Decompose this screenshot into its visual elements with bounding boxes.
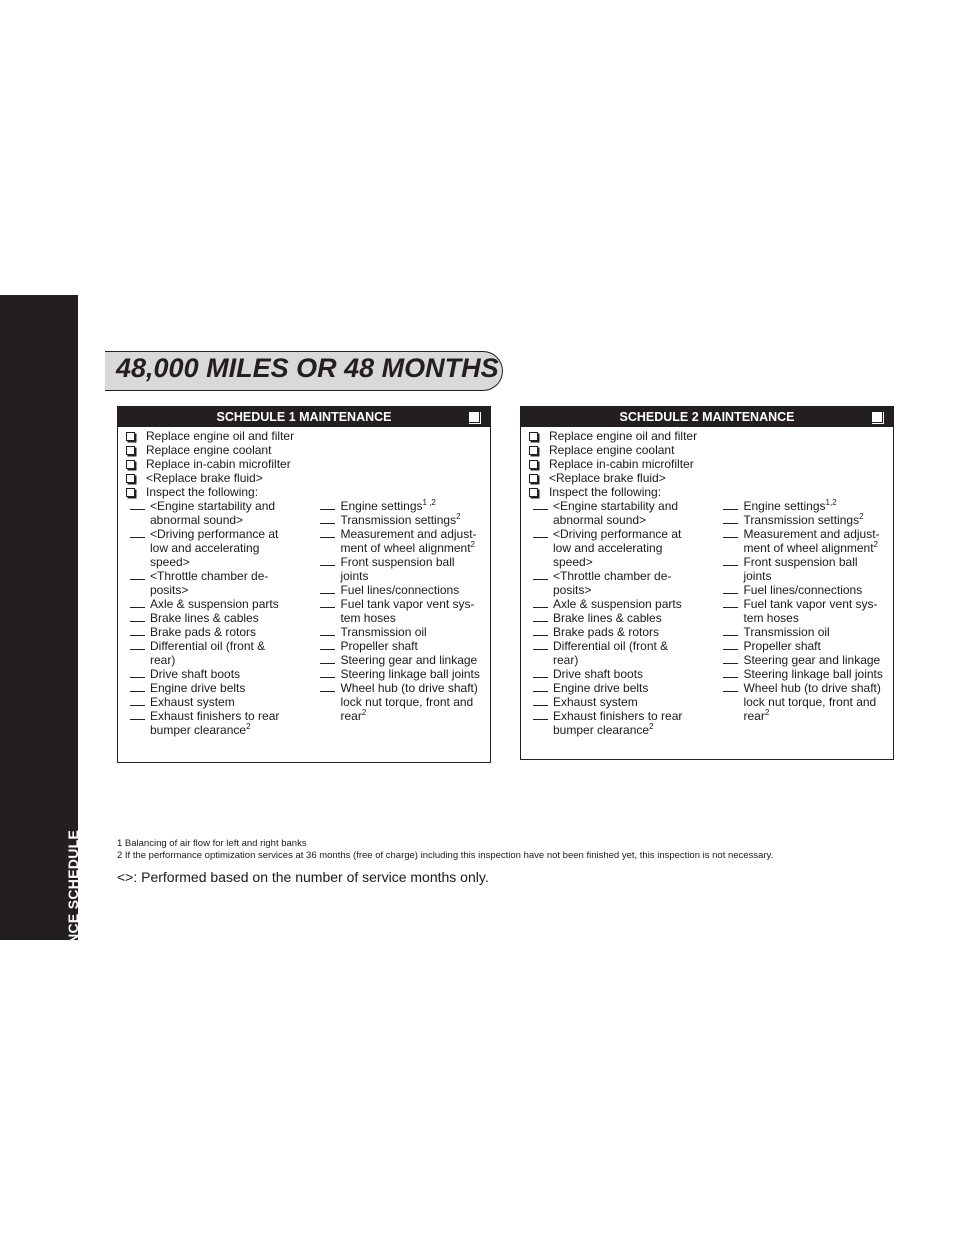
inspection-item-text: <Driving performance at low and accelerating speed>: [150, 527, 279, 569]
checklist-item-label: Inspect the following:: [549, 485, 662, 499]
inspection-right-column: [320, 499, 490, 737]
inspection-item-label: [743, 527, 879, 555]
checklist-item-label: <Replace brake fluid>: [146, 471, 263, 485]
checklist-item-label: Replace engine coolant: [549, 443, 675, 457]
inspection-item: [130, 527, 320, 569]
inspection-item-text: Front suspension ball joints: [340, 555, 455, 583]
header-checkbox[interactable]: [468, 411, 480, 423]
inspection-item: [723, 555, 893, 583]
footnote-ref: 2: [246, 722, 251, 731]
schedule-2-box: [520, 406, 894, 760]
inspection-item-text: Brake pads & rotors: [553, 625, 660, 639]
inspection-left-column: [130, 499, 320, 737]
inspection-item: [723, 681, 893, 723]
inspection-item-label: [743, 653, 880, 667]
check-blank[interactable]: [320, 625, 335, 636]
check-blank[interactable]: [723, 527, 738, 538]
footnote-ref: 2: [470, 540, 475, 549]
inspection-item-label: [150, 597, 279, 611]
inspection-item-label: [743, 583, 862, 597]
inspection-item-text: Exhaust finishers to rear bumper clearance: [150, 709, 280, 737]
check-blank[interactable]: [533, 639, 548, 650]
inspection-item: [723, 653, 893, 667]
inspection-item-text: Axle & suspension parts: [150, 597, 279, 611]
inspection-item: [723, 499, 893, 513]
check-blank[interactable]: [130, 667, 145, 678]
inspection-item-text: Front suspension ball joints: [743, 555, 858, 583]
footnote-ref: 2: [361, 708, 367, 717]
inspection-item-label: [340, 653, 477, 667]
inspection-item: [723, 527, 893, 555]
inspection-item-label: [743, 555, 857, 583]
checklist-item: [529, 457, 893, 471]
checklist-item: [126, 471, 490, 485]
inspection-item: [130, 625, 320, 639]
inspection-item-label: [340, 499, 435, 513]
inspection-item-label: [150, 527, 278, 569]
inspection-item-label: [150, 695, 235, 709]
inspection-item: [320, 513, 490, 527]
check-blank[interactable]: [723, 667, 738, 678]
inspection-item-text: Steering gear and linkage: [340, 653, 478, 667]
schedule-1-box: [117, 406, 491, 763]
page-title: 48,000 MILES OR 48 MONTHS: [116, 353, 499, 383]
inspection-item-label: [150, 611, 259, 625]
check-blank[interactable]: [130, 611, 145, 622]
inspection-item-label: [340, 527, 476, 555]
checklist-item-label: Replace in-cabin microfilter: [549, 457, 694, 471]
inspection-item: [320, 583, 490, 597]
inspection-item-text: Brake lines & cables: [553, 611, 662, 625]
inspection-item-label: [150, 709, 279, 737]
inspection-item: [533, 527, 723, 569]
inspection-item: [723, 513, 893, 527]
check-blank[interactable]: [723, 597, 738, 608]
inspection-item: [320, 499, 490, 513]
check-blank[interactable]: [533, 569, 548, 580]
checklist-item-label: Replace in-cabin microfilter: [146, 457, 291, 471]
inspection-item-label: [150, 667, 240, 681]
check-blank[interactable]: [320, 597, 335, 608]
checklist-item-label: Replace engine coolant: [146, 443, 272, 457]
inspection-item-text: Brake lines & cables: [150, 611, 259, 625]
inspection-item-label: [340, 625, 426, 639]
check-blank[interactable]: [533, 597, 548, 608]
footnote-ref: 1 ,2: [422, 498, 436, 507]
inspection-item-label: [553, 625, 659, 639]
inspection-left-column: [533, 499, 723, 737]
inspection-item: [533, 667, 723, 681]
inspection-item-text: Exhaust system: [150, 695, 235, 709]
inspection-item-text: Measurement and adjust- ment of wheel alignment: [743, 527, 880, 555]
inspection-item-text: Propeller shaft: [340, 639, 418, 653]
check-blank[interactable]: [320, 555, 335, 566]
inspection-item-label: [553, 499, 678, 527]
inspection-item-text: Fuel lines/connections: [743, 583, 863, 597]
section-label: MAINTENANCE SCHEDULE: [65, 829, 81, 1021]
inspection-item-text: Wheel hub (to drive shaft) lock nut torque, front and rear: [743, 681, 881, 723]
inspection-item-label: [340, 639, 417, 653]
inspection-item-label: [340, 667, 479, 681]
top-items: [118, 427, 490, 499]
checklist-item: [529, 485, 893, 499]
inspection-item-label: [150, 569, 268, 597]
check-blank[interactable]: [723, 583, 738, 594]
inspection-item-label: [553, 611, 662, 625]
inspection-right-column: [723, 499, 893, 737]
inspection-item-label: [553, 597, 682, 611]
inspection-item: [130, 499, 320, 527]
inspection-item: [130, 709, 320, 737]
inspection-item-text: Axle & suspension parts: [553, 597, 682, 611]
inspection-item-text: <Throttle chamber de- posits>: [150, 569, 269, 597]
schedule-header-label: SCHEDULE 1 MAINTENANCE: [216, 410, 392, 424]
checkbox-icon[interactable]: [126, 474, 135, 483]
inspection-item: [320, 681, 490, 723]
inspection-item: [130, 639, 320, 667]
inspection-item-label: [340, 513, 460, 527]
inspection-item-label: [743, 499, 836, 513]
check-blank[interactable]: [320, 499, 335, 510]
inspection-item-label: [553, 639, 668, 667]
inspection-item-label: [553, 667, 643, 681]
inspection-item-text: Steering linkage ball joints: [340, 667, 480, 681]
inspection-item: [723, 597, 893, 625]
check-blank[interactable]: [533, 611, 548, 622]
footnote-2: 2 If the performance optimization services at 36 months (free of charge) including this inspection have not been finished yet, this inspection is not necessary.: [117, 850, 774, 861]
check-blank[interactable]: [320, 583, 335, 594]
side-tab: [0, 295, 81, 1180]
check-blank[interactable]: [320, 681, 335, 692]
checkbox-icon[interactable]: [529, 488, 538, 497]
inspection-item-text: Measurement and adjust- ment of wheel alignment: [340, 527, 477, 555]
inspection-item-text: Fuel lines/connections: [340, 583, 460, 597]
inspection-item: [723, 667, 893, 681]
inspection-item-label: [743, 597, 877, 625]
check-blank[interactable]: [320, 667, 335, 678]
inspection-item-text: Engine settings: [743, 499, 826, 513]
check-blank[interactable]: [723, 513, 738, 524]
checkbox-icon[interactable]: [126, 446, 135, 455]
header-checkbox[interactable]: [871, 411, 883, 423]
inspection-item-text: Differential oil (front & rear): [553, 639, 669, 667]
footnote-ref: 2: [873, 540, 878, 549]
inspection-item-label: [553, 695, 638, 709]
schedule-header-label: SCHEDULE 2 MAINTENANCE: [619, 410, 795, 424]
checklist-item: [126, 429, 490, 443]
inspection-item-text: Propeller shaft: [743, 639, 821, 653]
inspection-item: [320, 653, 490, 667]
inspection-item-label: [553, 681, 648, 695]
inspection-item: [320, 555, 490, 583]
inspection-item-text: Transmission settings: [743, 513, 860, 527]
checklist-item: [529, 429, 893, 443]
inspection-item: [533, 639, 723, 667]
inspection-item-text: Engine drive belts: [150, 681, 246, 695]
check-blank[interactable]: [533, 695, 548, 706]
check-blank[interactable]: [130, 569, 145, 580]
inspection-item-label: [340, 555, 454, 583]
inspection-item-text: Wheel hub (to drive shaft) lock nut torque, front and rear: [340, 681, 478, 723]
inspection-item-text: Drive shaft boots: [553, 667, 644, 681]
inspection-item: [320, 639, 490, 653]
inspection-item-label: [150, 499, 275, 527]
checklist-item-label: Replace engine oil and filter: [146, 429, 295, 443]
check-blank[interactable]: [130, 625, 145, 636]
check-blank[interactable]: [723, 499, 738, 510]
inspection-item-label: [553, 709, 682, 737]
check-blank[interactable]: [723, 555, 738, 566]
inspection-item-text: Differential oil (front & rear): [150, 639, 266, 667]
inspection-item: [130, 569, 320, 597]
checkbox-icon[interactable]: [529, 474, 538, 483]
checkbox-icon[interactable]: [126, 488, 135, 497]
check-blank[interactable]: [130, 527, 145, 538]
inspection-item: [130, 611, 320, 625]
check-blank[interactable]: [533, 709, 548, 720]
check-blank[interactable]: [130, 597, 145, 608]
check-blank[interactable]: [130, 709, 145, 720]
inspection-item: [320, 597, 490, 625]
inspection-item-label: [340, 583, 459, 597]
inspection-item-label: [743, 667, 882, 681]
check-blank[interactable]: [723, 625, 738, 636]
inspection-item: [533, 499, 723, 527]
inspection-item-text: Transmission oil: [340, 625, 427, 639]
checklist-item: [126, 457, 490, 471]
inspection-item: [533, 597, 723, 611]
legend-note: <>: Performed based on the number of service months only.: [117, 869, 489, 885]
inspection-item-text: <Engine startability and abnormal sound>: [553, 499, 679, 527]
page-number: 58: [24, 1164, 40, 1180]
checkbox-icon[interactable]: [529, 446, 538, 455]
inspection-item: [130, 695, 320, 709]
check-blank[interactable]: [130, 681, 145, 692]
inspection-item-text: Drive shaft boots: [150, 667, 241, 681]
check-blank[interactable]: [723, 681, 738, 692]
inspection-item-text: Transmission settings: [340, 513, 457, 527]
check-blank[interactable]: [130, 639, 145, 650]
inspection-item-text: Transmission oil: [743, 625, 830, 639]
footnote-ref: 2: [859, 512, 864, 521]
inspection-item-text: Fuel tank vapor vent sys- tem hoses: [340, 597, 475, 625]
inspection-item-label: [743, 681, 880, 723]
inspection-item-label: [743, 513, 863, 527]
inspection-columns: [118, 499, 490, 737]
footnote-ref: 2: [456, 512, 461, 521]
inspection-item-label: [743, 625, 829, 639]
checklist-item-label: Replace engine oil and filter: [549, 429, 698, 443]
checklist-item: [529, 471, 893, 485]
inspection-item: [533, 611, 723, 625]
checkbox-icon[interactable]: [126, 432, 135, 441]
top-items: [521, 427, 893, 499]
inspection-item: [723, 583, 893, 597]
check-blank[interactable]: [320, 639, 335, 650]
checklist-item: [529, 443, 893, 457]
inspection-item-text: Steering linkage ball joints: [743, 667, 883, 681]
footnote-ref: 2: [649, 722, 654, 731]
footnote-ref: 1,2: [825, 498, 837, 507]
check-blank[interactable]: [533, 527, 548, 538]
inspection-item: [723, 639, 893, 653]
inspection-item: [723, 625, 893, 639]
checklist-item: [126, 485, 490, 499]
inspection-columns: [521, 499, 893, 737]
inspection-item-label: [743, 639, 820, 653]
inspection-item-label: [340, 597, 474, 625]
inspection-item-text: <Engine startability and abnormal sound>: [150, 499, 276, 527]
inspection-item: [130, 597, 320, 611]
inspection-item: [533, 709, 723, 737]
inspection-item-text: <Driving performance at low and accelerating speed>: [553, 527, 682, 569]
inspection-item: [533, 695, 723, 709]
checklist-item: [126, 443, 490, 457]
check-blank[interactable]: [723, 653, 738, 664]
check-blank[interactable]: [320, 653, 335, 664]
inspection-item-text: <Throttle chamber de- posits>: [553, 569, 672, 597]
inspection-item: [320, 625, 490, 639]
inspection-item: [130, 681, 320, 695]
inspection-item-label: [150, 681, 245, 695]
inspection-item-text: Exhaust system: [553, 695, 638, 709]
check-blank[interactable]: [533, 681, 548, 692]
footnote-ref: 2: [764, 708, 770, 717]
checklist-item-label: Inspect the following:: [146, 485, 259, 499]
inspection-item-text: Engine settings: [340, 499, 423, 513]
inspection-item-text: Exhaust finishers to rear bumper clearance: [553, 709, 683, 737]
checkbox-icon[interactable]: [126, 460, 135, 469]
inspection-item: [130, 667, 320, 681]
schedule-header: [118, 407, 490, 427]
schedule-header: [521, 407, 893, 427]
check-blank[interactable]: [533, 625, 548, 636]
inspection-item-label: [553, 569, 671, 597]
check-blank[interactable]: [320, 527, 335, 538]
inspection-item: [320, 667, 490, 681]
inspection-item-label: [150, 639, 265, 667]
inspection-item: [533, 625, 723, 639]
inspection-item-text: Steering gear and linkage: [743, 653, 881, 667]
inspection-item-text: Engine drive belts: [553, 681, 649, 695]
checkbox-icon[interactable]: [529, 432, 538, 441]
inspection-item: [320, 527, 490, 555]
check-blank[interactable]: [533, 667, 548, 678]
check-blank[interactable]: [320, 513, 335, 524]
inspection-item-text: Fuel tank vapor vent sys- tem hoses: [743, 597, 878, 625]
check-blank[interactable]: [533, 499, 548, 510]
footnote-1: 1 Balancing of air flow for left and right banks: [117, 838, 307, 849]
checklist-item-label: <Replace brake fluid>: [549, 471, 666, 485]
inspection-item-text: Brake pads & rotors: [150, 625, 257, 639]
check-blank[interactable]: [130, 695, 145, 706]
inspection-item-label: [150, 625, 256, 639]
inspection-item: [533, 681, 723, 695]
check-blank[interactable]: [130, 499, 145, 510]
check-blank[interactable]: [723, 639, 738, 650]
inspection-item-label: [553, 527, 681, 569]
inspection-item-label: [340, 681, 477, 723]
inspection-item: [533, 569, 723, 597]
checkbox-icon[interactable]: [529, 460, 538, 469]
